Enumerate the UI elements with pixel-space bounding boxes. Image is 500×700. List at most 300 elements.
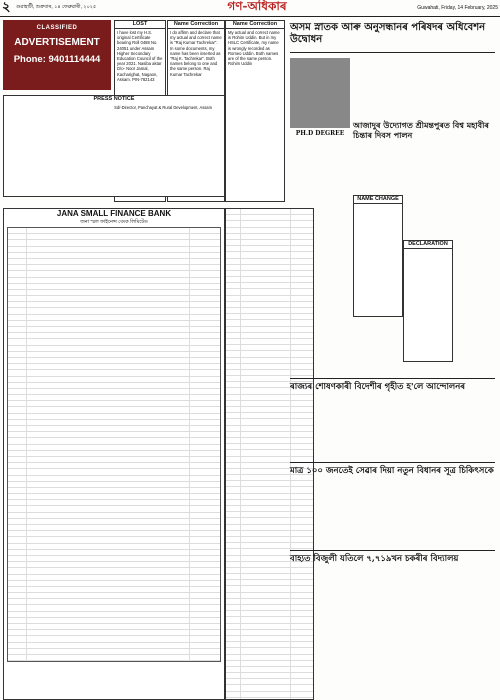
table-cell xyxy=(291,407,313,412)
table-cell xyxy=(190,537,220,542)
table-cell xyxy=(190,581,220,586)
table-row xyxy=(8,655,220,661)
table-cell xyxy=(241,537,291,542)
declaration-box xyxy=(403,240,453,362)
table-cell xyxy=(8,494,27,499)
table-cell xyxy=(241,376,291,381)
table-cell xyxy=(291,419,313,424)
table-cell xyxy=(27,593,190,598)
table-cell xyxy=(190,469,220,474)
table-cell xyxy=(27,389,190,394)
table-cell xyxy=(190,519,220,524)
fourth-headline: মাত্ৰ ১০০ জনতেই সেৱাৰ দিয়া নতুন বিধানৰ সূত্ৰ চিকিৎসকে xyxy=(290,466,494,476)
table-cell xyxy=(8,544,27,549)
table-cell xyxy=(190,302,220,307)
table-cell xyxy=(8,284,27,289)
table-cell xyxy=(241,624,291,629)
table-cell xyxy=(8,426,27,431)
table-cell xyxy=(291,518,313,523)
table-cell xyxy=(291,234,313,239)
table-cell xyxy=(8,550,27,555)
table-cell xyxy=(291,624,313,629)
table-cell xyxy=(226,568,241,573)
table-cell xyxy=(8,265,27,270)
table-cell xyxy=(27,605,190,610)
table-cell xyxy=(8,278,27,283)
table-cell xyxy=(291,308,313,313)
table-cell xyxy=(190,364,220,369)
table-cell xyxy=(226,339,241,344)
table-cell xyxy=(226,259,241,264)
table-cell xyxy=(291,358,313,363)
table-cell xyxy=(27,513,190,518)
table-cell xyxy=(190,562,220,567)
table-cell xyxy=(190,407,220,412)
table-cell xyxy=(226,277,241,282)
table-cell xyxy=(27,426,190,431)
table-cell xyxy=(226,655,241,660)
table-cell xyxy=(27,649,190,654)
table-cell xyxy=(291,271,313,276)
table-cell xyxy=(241,661,291,666)
table-cell xyxy=(27,655,190,660)
table-cell xyxy=(190,253,220,258)
table-cell xyxy=(190,395,220,400)
table-cell xyxy=(226,450,241,455)
date-english: Guwahati, Friday, 14 February, 2025 xyxy=(417,5,498,11)
name-correction-title-1: Name Correction xyxy=(168,21,224,29)
table-cell xyxy=(190,240,220,245)
table-cell xyxy=(226,574,241,579)
table-cell xyxy=(8,593,27,598)
table-cell xyxy=(27,618,190,623)
table-cell xyxy=(291,512,313,517)
table-cell xyxy=(241,648,291,653)
table-cell xyxy=(27,364,190,369)
table-cell xyxy=(190,438,220,443)
table-cell xyxy=(241,568,291,573)
table-cell xyxy=(226,265,241,270)
table-cell xyxy=(190,426,220,431)
table-cell xyxy=(226,605,241,610)
table-cell xyxy=(226,444,241,449)
table-cell xyxy=(8,655,27,660)
table-cell xyxy=(226,234,241,239)
table-cell xyxy=(8,451,27,456)
table-cell xyxy=(27,296,190,301)
table-cell xyxy=(241,246,291,251)
table-cell xyxy=(291,302,313,307)
table-cell xyxy=(190,624,220,629)
table-cell xyxy=(241,413,291,418)
table-cell xyxy=(8,383,27,388)
table-cell xyxy=(291,593,313,598)
table-cell xyxy=(190,259,220,264)
table-cell xyxy=(190,599,220,604)
table-cell xyxy=(27,290,190,295)
table-cell xyxy=(8,568,27,573)
table-cell xyxy=(190,234,220,239)
table-cell xyxy=(241,506,291,511)
table-cell xyxy=(226,388,241,393)
table-cell xyxy=(190,333,220,338)
table-cell xyxy=(27,544,190,549)
table-cell xyxy=(291,228,313,233)
table-cell xyxy=(27,550,190,555)
table-cell xyxy=(8,296,27,301)
table-cell xyxy=(291,574,313,579)
table-cell xyxy=(8,519,27,524)
table-cell xyxy=(241,518,291,523)
table-cell xyxy=(291,648,313,653)
table-cell xyxy=(8,321,27,326)
table-cell xyxy=(226,426,241,431)
table-cell xyxy=(291,611,313,616)
table-cell xyxy=(8,377,27,382)
table-cell xyxy=(291,617,313,622)
table-cell xyxy=(291,240,313,245)
table-cell xyxy=(190,587,220,592)
table-cell xyxy=(8,445,27,450)
divider-4 xyxy=(290,550,495,551)
table-cell xyxy=(190,556,220,561)
table-cell xyxy=(241,358,291,363)
table-cell xyxy=(8,247,27,252)
table-cell xyxy=(226,401,241,406)
table-cell xyxy=(190,488,220,493)
lost-text: I have lost my H.S. original Certificate bearing Roll 0488 No. 24051 under Assam Higher Secondary Education Council of the year 2021. Nasiba aktar D/o- Noor Jamal, Kacharighat, Nagaon, Assam. PIN-782143 xyxy=(117,30,163,82)
table-cell xyxy=(27,500,190,505)
table-cell xyxy=(190,630,220,635)
table-cell xyxy=(8,482,27,487)
name-change-title: NAME CHANGE xyxy=(354,196,402,204)
table-cell xyxy=(226,376,241,381)
table-cell xyxy=(8,624,27,629)
table-cell xyxy=(27,265,190,270)
table-cell xyxy=(27,240,190,245)
table-cell xyxy=(291,667,313,672)
table-cell xyxy=(27,599,190,604)
table-cell xyxy=(27,247,190,252)
table-cell xyxy=(190,339,220,344)
table-cell xyxy=(291,209,313,214)
table-cell xyxy=(241,500,291,505)
table-cell xyxy=(27,352,190,357)
table-cell xyxy=(241,252,291,257)
table-cell xyxy=(27,506,190,511)
table-cell xyxy=(27,445,190,450)
table-cell xyxy=(27,568,190,573)
table-cell xyxy=(241,419,291,424)
table-cell xyxy=(241,432,291,437)
table-cell xyxy=(226,624,241,629)
table-cell xyxy=(8,463,27,468)
table-cell xyxy=(27,562,190,567)
table-cell xyxy=(241,556,291,561)
table-cell xyxy=(190,420,220,425)
table-cell xyxy=(226,419,241,424)
table-cell xyxy=(241,271,291,276)
table-cell xyxy=(241,289,291,294)
table-cell xyxy=(291,605,313,610)
table-cell xyxy=(27,383,190,388)
table-cell xyxy=(241,469,291,474)
table-cell xyxy=(291,457,313,462)
table-cell xyxy=(8,537,27,542)
table-cell xyxy=(226,289,241,294)
table-cell xyxy=(27,519,190,524)
table-cell xyxy=(291,283,313,288)
table-cell xyxy=(241,277,291,282)
table-cell xyxy=(241,642,291,647)
table-cell xyxy=(27,302,190,307)
person-photo xyxy=(290,58,350,128)
table-cell xyxy=(291,580,313,585)
table-cell xyxy=(27,228,190,233)
name-correction-title-2: Name Correction xyxy=(226,21,284,29)
table-cell xyxy=(241,345,291,350)
table-cell xyxy=(241,401,291,406)
table-cell xyxy=(226,395,241,400)
table-cell xyxy=(226,679,241,684)
table-cell xyxy=(190,247,220,252)
table-cell xyxy=(190,358,220,363)
table-cell xyxy=(241,333,291,338)
table-cell xyxy=(190,476,220,481)
table-cell xyxy=(190,352,220,357)
table-cell xyxy=(291,252,313,257)
table-cell xyxy=(27,636,190,641)
table-cell xyxy=(241,457,291,462)
table-cell xyxy=(8,228,27,233)
table-cell xyxy=(8,525,27,530)
table-cell xyxy=(226,246,241,251)
lost-title: LOST xyxy=(115,21,165,29)
table-cell xyxy=(291,630,313,635)
table-cell xyxy=(190,494,220,499)
table-cell xyxy=(291,413,313,418)
table-cell xyxy=(8,488,27,493)
table-cell xyxy=(190,649,220,654)
table-cell xyxy=(291,345,313,350)
table-cell xyxy=(190,618,220,623)
table-cell xyxy=(27,259,190,264)
table-cell xyxy=(27,278,190,283)
table-cell xyxy=(241,655,291,660)
table-cell xyxy=(226,599,241,604)
table-cell xyxy=(241,512,291,517)
table-cell xyxy=(226,642,241,647)
bank-table xyxy=(7,227,221,662)
table-cell xyxy=(190,568,220,573)
table-cell xyxy=(241,259,291,264)
table-cell xyxy=(8,240,27,245)
table-cell xyxy=(226,333,241,338)
table-cell xyxy=(226,630,241,635)
table-cell xyxy=(27,624,190,629)
table-cell xyxy=(291,314,313,319)
table-cell xyxy=(190,308,220,313)
table-cell xyxy=(241,395,291,400)
table-cell xyxy=(241,574,291,579)
table-cell xyxy=(226,358,241,363)
table-cell xyxy=(291,525,313,530)
table-cell xyxy=(190,531,220,536)
table-cell xyxy=(226,586,241,591)
press-notice-title: PRESS NOTICE xyxy=(93,96,135,102)
table-cell xyxy=(241,296,291,301)
table-cell xyxy=(8,271,27,276)
table-cell xyxy=(291,277,313,282)
fifth-headline: বাহ্যত বিজুলী যতিলে ৭,৭১৯খন চকৰীৰ বিদ্যালয় xyxy=(290,554,459,564)
bank-notice xyxy=(3,208,225,700)
table-cell xyxy=(27,377,190,382)
table-cell xyxy=(226,525,241,530)
table-cell xyxy=(241,450,291,455)
table-cell xyxy=(190,401,220,406)
table-cell xyxy=(190,265,220,270)
table-cell xyxy=(241,221,291,226)
table-cell xyxy=(190,284,220,289)
table-cell xyxy=(27,395,190,400)
table-cell xyxy=(226,364,241,369)
table-cell xyxy=(291,351,313,356)
table-cell xyxy=(291,339,313,344)
table-cell xyxy=(241,617,291,622)
table-cell xyxy=(241,388,291,393)
table-cell xyxy=(241,580,291,585)
table-cell xyxy=(8,556,27,561)
table-cell xyxy=(226,481,241,486)
table-cell xyxy=(241,611,291,616)
table-cell xyxy=(226,271,241,276)
table-cell xyxy=(226,240,241,245)
table-cell xyxy=(226,685,241,690)
table-cell xyxy=(27,271,190,276)
table-cell xyxy=(241,481,291,486)
table-cell xyxy=(291,327,313,332)
table-cell xyxy=(190,445,220,450)
table-cell xyxy=(241,679,291,684)
name-correction-text-1: I do affirm and declare that my actual and correct name is "Raj Kumar Tachrekar". In some documents, my name has been inserted as "Raj K. Tachrekar". Both names belong to one and the same person. Raj Kumar Tachrekar xyxy=(170,30,222,77)
masthead xyxy=(0,0,500,17)
table-cell xyxy=(226,673,241,678)
main-headline: অসম স্নাতক আৰু অনুসন্ধানৰ পৰিষদৰ অধিবেশন উদ্বোধন xyxy=(290,22,486,45)
table-cell xyxy=(241,487,291,492)
table-cell xyxy=(27,463,190,468)
table-cell xyxy=(291,296,313,301)
table-cell xyxy=(226,351,241,356)
table-cell xyxy=(291,259,313,264)
table-cell xyxy=(27,432,190,437)
table-cell xyxy=(8,469,27,474)
table-cell xyxy=(291,568,313,573)
table-cell xyxy=(8,401,27,406)
table-cell xyxy=(27,643,190,648)
table-cell xyxy=(241,636,291,641)
table-cell xyxy=(291,661,313,666)
table-cell xyxy=(241,370,291,375)
table-cell xyxy=(291,500,313,505)
table-cell xyxy=(190,544,220,549)
table-cell xyxy=(291,506,313,511)
table-cell xyxy=(8,636,27,641)
table-cell xyxy=(8,618,27,623)
table-cell xyxy=(226,518,241,523)
table-cell xyxy=(241,308,291,313)
table-cell xyxy=(291,265,313,270)
table-cell xyxy=(27,315,190,320)
table-cell xyxy=(226,617,241,622)
table-cell xyxy=(291,494,313,499)
classified-advert-box xyxy=(3,20,111,90)
table-cell xyxy=(8,389,27,394)
table-cell xyxy=(27,581,190,586)
table-cell xyxy=(8,259,27,264)
table-cell xyxy=(241,475,291,480)
table-cell xyxy=(241,692,291,697)
table-cell xyxy=(291,642,313,647)
table-cell xyxy=(291,432,313,437)
table-cell xyxy=(27,575,190,580)
table-cell xyxy=(190,278,220,283)
table-cell xyxy=(190,271,220,276)
table-cell xyxy=(8,612,27,617)
table-cell xyxy=(241,444,291,449)
table-cell xyxy=(27,370,190,375)
table-cell xyxy=(241,599,291,604)
table-cell xyxy=(291,221,313,226)
table-cell xyxy=(226,580,241,585)
second-headline: আজাদুৰ উদ্যোগত শ্ৰীমন্তপুৰত বিশ্ব মহাবীৰ চিন্তাৰ দিবস পালন xyxy=(353,120,489,140)
table-cell xyxy=(190,655,220,660)
table-cell xyxy=(226,562,241,567)
table-cell xyxy=(226,500,241,505)
declaration-title: DECLARATION xyxy=(404,241,452,249)
table-cell xyxy=(226,438,241,443)
table-cell xyxy=(241,673,291,678)
table-cell xyxy=(226,327,241,332)
table-cell xyxy=(241,605,291,610)
table-cell xyxy=(27,253,190,258)
table-cell xyxy=(291,679,313,684)
table-cell xyxy=(27,556,190,561)
table-cell xyxy=(241,426,291,431)
table-cell xyxy=(8,302,27,307)
table-cell xyxy=(226,636,241,641)
table-cell xyxy=(226,531,241,536)
table-cell xyxy=(226,370,241,375)
table-cell xyxy=(27,407,190,412)
table-cell xyxy=(291,333,313,338)
table-cell xyxy=(291,289,313,294)
table-cell xyxy=(190,457,220,462)
advert-label: ADVERTISEMENT xyxy=(14,37,100,48)
table-cell xyxy=(241,382,291,387)
table-cell xyxy=(226,537,241,542)
table-cell xyxy=(8,234,27,239)
table-cell xyxy=(8,358,27,363)
table-cell xyxy=(190,228,220,233)
table-cell xyxy=(27,339,190,344)
table-cell xyxy=(241,630,291,635)
table-cell xyxy=(190,612,220,617)
table-cell xyxy=(27,630,190,635)
table-cell xyxy=(226,469,241,474)
table-cell xyxy=(291,537,313,542)
table-cell xyxy=(190,315,220,320)
table-cell xyxy=(190,432,220,437)
